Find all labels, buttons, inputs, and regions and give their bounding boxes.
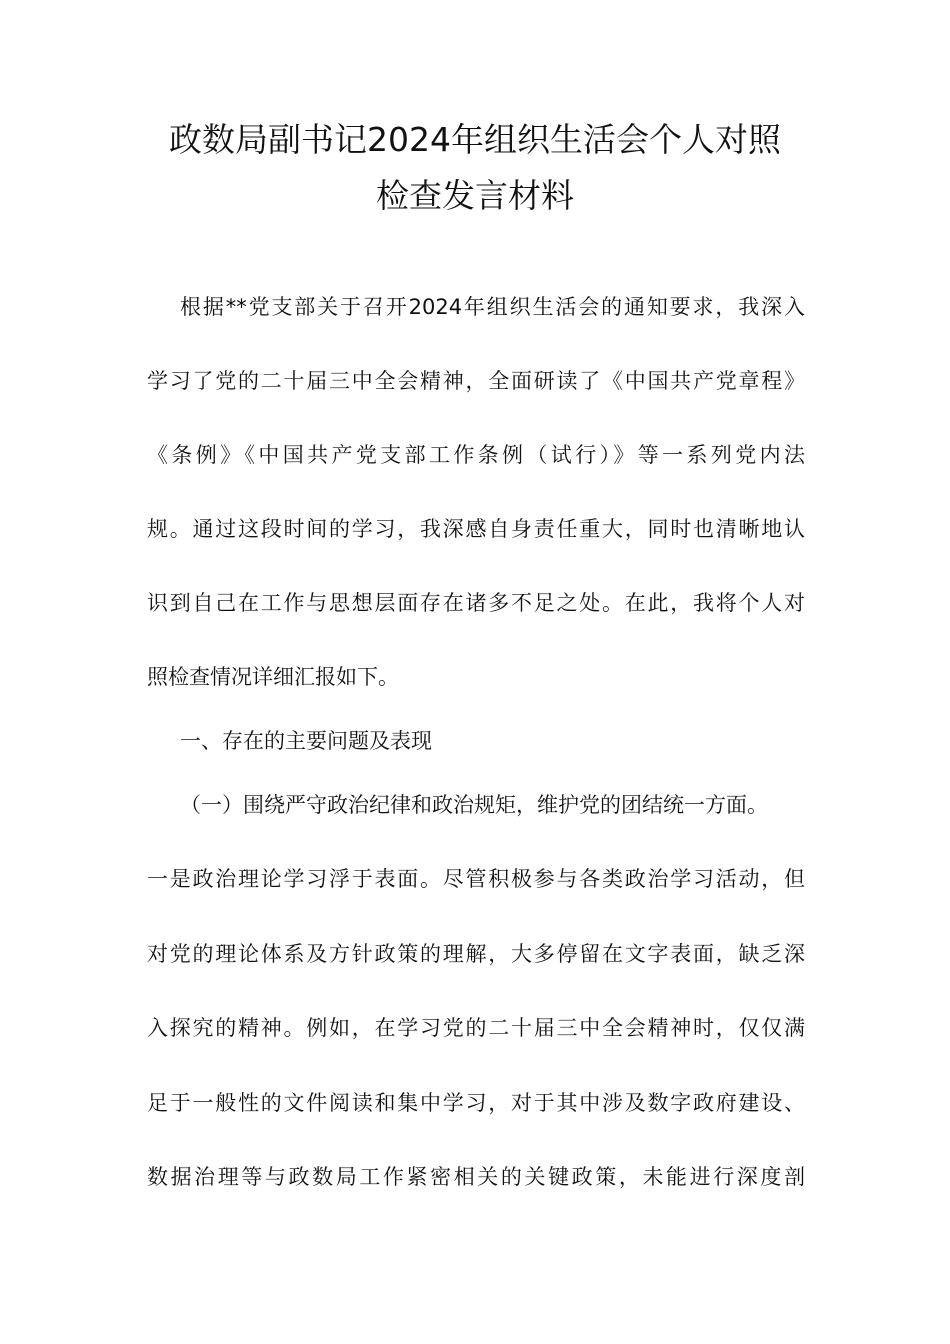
title-line-1: 政数局副书记2024年组织生活会个人对照	[169, 120, 781, 159]
text-line: 学习了党的二十届三中全会精神，全面研读了《中国共产党章程》	[147, 369, 805, 393]
text-line: 足于一般性的文件阅读和集中学习，对于其中涉及数字政府建设、	[147, 1090, 805, 1115]
body-paragraph	[147, 842, 805, 1215]
text-line: 照检查情况详细汇报如下。	[147, 665, 399, 689]
subsection-heading: （一）围绕严守政治纪律和政治规矩，维护党的团结统一方面。	[180, 793, 768, 817]
document-title	[0, 112, 950, 224]
text-line: 《条例》《中国共产党支部工作条例（试行）》等一系列党内法	[147, 443, 805, 467]
text-line: 规。通过这段时间的学习，我深感自身责任重大，同时也清晰地认	[147, 517, 805, 541]
title-line-2: 检查发言材料	[376, 176, 574, 215]
text-line: 对党的理论体系及方针政策的理解，大多停留在文字表面，缺乏深	[147, 941, 805, 966]
intro-paragraph	[147, 270, 805, 714]
section-heading: 一、存在的主要问题及表现	[180, 729, 432, 753]
text-line: 一是政治理论学习浮于表面。尽管积极参与各类政治学习活动，但	[147, 867, 805, 891]
text-line: 根据**党支部关于召开2024年组织生活会的通知要求，我深入	[180, 295, 805, 319]
text-line: 识到自己在工作与思想层面存在诸多不足之处。在此，我将个人对	[147, 591, 805, 615]
text-line: 入探究的精神。例如，在学习党的二十届三中全会精神时，仅仅满	[147, 1016, 805, 1040]
text-line: 数据治理等与政数局工作紧密相关的关键政策，未能进行深度剖	[147, 1165, 805, 1189]
